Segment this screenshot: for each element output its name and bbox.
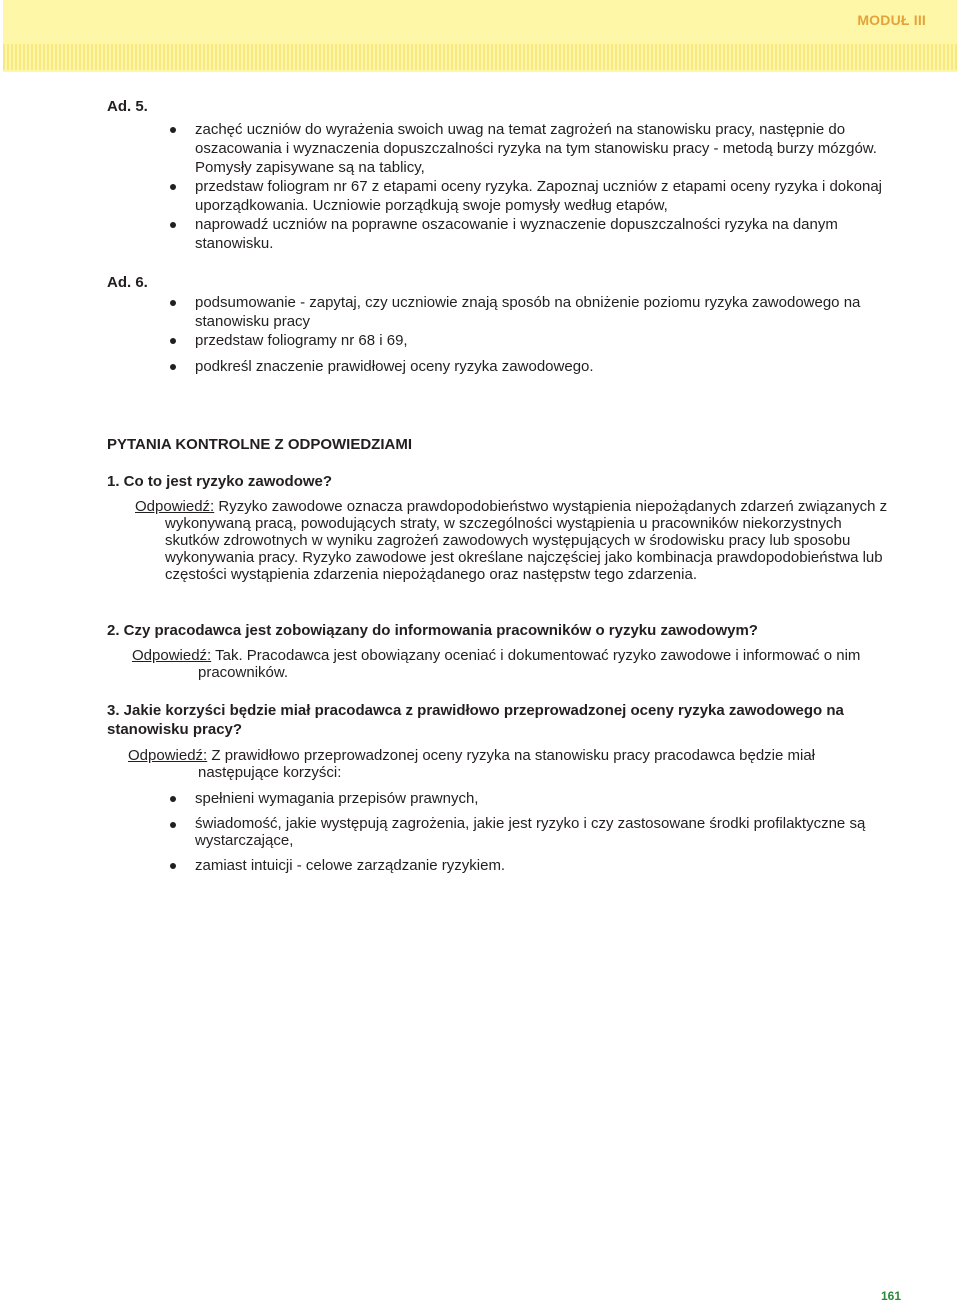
list-item-text: przedstaw foliogramy nr 68 i 69,: [195, 332, 408, 349]
answer-3: [128, 747, 888, 781]
list-item: [170, 120, 910, 177]
list-item: [170, 789, 890, 808]
list-item-text: podkreśl znaczenie prawidłowej oceny ryzyka zawodowego.: [195, 358, 594, 375]
answer-1-body: [135, 498, 895, 583]
list-item: [170, 357, 890, 376]
answer-2-body: [132, 647, 892, 681]
list-item: [170, 215, 910, 253]
question-3: 3. Jakie korzyści będzie miał pracodawca z prawidłowo przeprowadzonej oceny ryzyka zawodowego na stanowisku pracy?: [107, 702, 844, 738]
answer-3-body: [128, 747, 888, 781]
list-item-text: spełnieni wymagania przepisów prawnych,: [195, 790, 479, 807]
page-number: 161: [881, 1289, 902, 1303]
list-item: [170, 856, 890, 875]
question-2: 2. Czy pracodawca jest zobowiązany do informowania pracowników o ryzyku zawodowym?: [107, 622, 758, 639]
ad5-list: [170, 120, 910, 253]
list-item-text: przedstaw foliogram nr 67 z etapami oceny ryzyka. Zapoznaj uczniów z etapami oceny ryzyka i dokonaj uporządkowania. Uczniowie porządkują swoje pomysły według etapów,: [195, 178, 882, 214]
answer-3-list: [170, 789, 890, 875]
answer-text: Tak. Pracodawca jest obowiązany oceniać i dokumentować ryzyko zawodowe i informować o nim pracowników.: [198, 647, 861, 681]
list-item-text: podsumowanie - zapytaj, czy uczniowie znają sposób na obniżenie poziomu ryzyka zawodowego na stanowisku pracy: [195, 294, 861, 330]
list-item: [170, 331, 890, 350]
answer-1: [135, 498, 895, 583]
header-stripe: [3, 44, 957, 70]
list-item: [170, 815, 890, 849]
answer-text: Ryzyko zawodowe oznacza prawdopodobieństwo wystąpienia niepożądanych zdarzeń związanych z wykonywaną pracą, powodujących straty, w szczególności wystąpienia u pracowników niekorzystnych skutków zdrowotnych w wyniku zagrożeń zawodowych występujących w środowisku pracy lub sposobu wykonywania pracy. Ryzyko zawodowe jest określane najczęściej jako kombinacja prawdopodobieństwa lub częstości wystąpienia zdarzenia niepożądanego oraz następstw tego zdarzenia.: [165, 498, 888, 583]
answer-label: Odpowiedź:: [135, 498, 215, 515]
answer-text: Z prawidłowo przeprowadzonej oceny ryzyka na stanowisku pracy pracodawca będzie miał następujące korzyści:: [198, 747, 816, 781]
module-label: MODUŁ III: [857, 12, 926, 28]
list-item: [170, 293, 890, 331]
ad6-heading: Ad. 6.: [107, 274, 148, 291]
section-title: PYTANIA KONTROLNE Z ODPOWIEDZIAMI: [107, 436, 412, 453]
question-1: 1. Co to jest ryzyko zawodowe?: [107, 473, 333, 490]
list-item: [170, 177, 910, 215]
list-item-text: świadomość, jakie występują zagrożenia, jakie jest ryzyko i czy zastosowane środki profilaktyczne są wystarczające,: [195, 815, 866, 849]
list-item-text: naprowadź uczniów na poprawne oszacowanie i wyznaczenie dopuszczalności ryzyka na danym stanowisku.: [195, 216, 838, 252]
ad5-heading: Ad. 5.: [107, 98, 148, 115]
answer-label: Odpowiedź:: [132, 647, 212, 664]
answer-2: [132, 647, 892, 681]
ad6-list: [170, 293, 890, 376]
answer-label: Odpowiedź:: [128, 747, 208, 764]
list-item-text: zamiast intuicji - celowe zarządzanie ryzykiem.: [195, 857, 506, 874]
list-item-text: zachęć uczniów do wyrażenia swoich uwag na temat zagrożeń na stanowisku pracy, następnie do oszacowania i wyznaczenia dopuszczalności ryzyka na tym stanowisku pracy - metodą burzy mózgów. Pomysły zapisywane są na tablicy,: [195, 121, 877, 176]
